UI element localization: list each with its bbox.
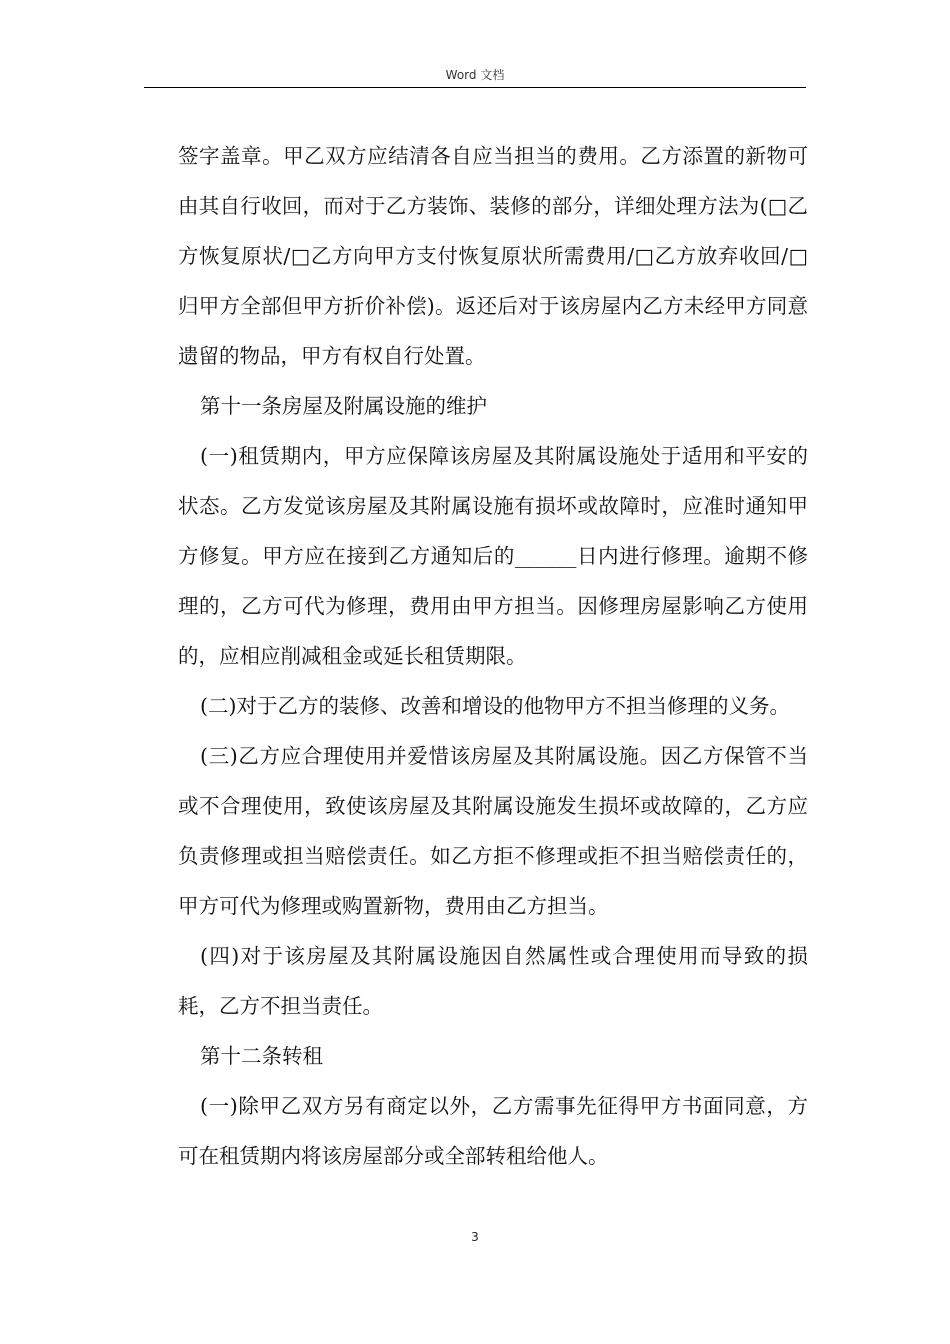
- page-header: Word 文档: [445, 68, 505, 82]
- document-body: [178, 131, 808, 1181]
- paragraph-maintenance-1: (一)租赁期内，甲方应保障该房屋及其附属设施处于适用和平安的状态。乙方发觉该房屋及其附属设施有损坏或故障时，应准时通知甲方修复。甲方应在接到乙方通知后的______日内进行修理。逾期不修理的，乙方可代为修理，费用由甲方担当。因修理房屋影响乙方使用的，应相应削减租金或延长租赁期限。: [178, 444, 808, 668]
- paragraph-maintenance-2: (二)对于乙方的装修、改善和增设的他物甲方不担当修理的义务。: [200, 694, 790, 718]
- page-number: 3: [471, 1230, 479, 1244]
- paragraph-sublease-1: (一)除甲乙双方另有商定以外，乙方需事先征得甲方书面同意，方可在租赁期内将该房屋部分或全部转租给他人。: [178, 1094, 808, 1168]
- paragraph-maintenance-3: (三)乙方应合理使用并爱惜该房屋及其附属设施。因乙方保管不当或不合理使用，致使该房屋及其附属设施发生损坏或故障的，乙方应负责修理或担当赔偿责任。如乙方拒不修理或拒不担当赔偿责任的，甲方可代为修理或购置新物，费用由乙方担当。: [178, 744, 808, 918]
- header-divider: [144, 87, 806, 88]
- section-heading-maintenance: 第十一条房屋及附属设施的维护: [200, 394, 487, 418]
- paragraph-maintenance-4: (四)对于该房屋及其附属设施因自然属性或合理使用而导致的损耗，乙方不担当责任。: [178, 944, 808, 1018]
- paragraph-return-items: 签字盖章。甲乙双方应结清各自应当担当的费用。乙方添置的新物可由其自行收回，而对于乙方装饰、装修的部分，详细处理方法为(□乙方恢复原状/□乙方向甲方支付恢复原状所需费用/□乙方放弃收回/□归甲方全部但甲方折价补偿)。返还后对于该房屋内乙方未经甲方同意遗留的物品，甲方有权自行处置。: [178, 144, 808, 368]
- section-heading-sublease: 第十二条转租: [200, 1044, 323, 1068]
